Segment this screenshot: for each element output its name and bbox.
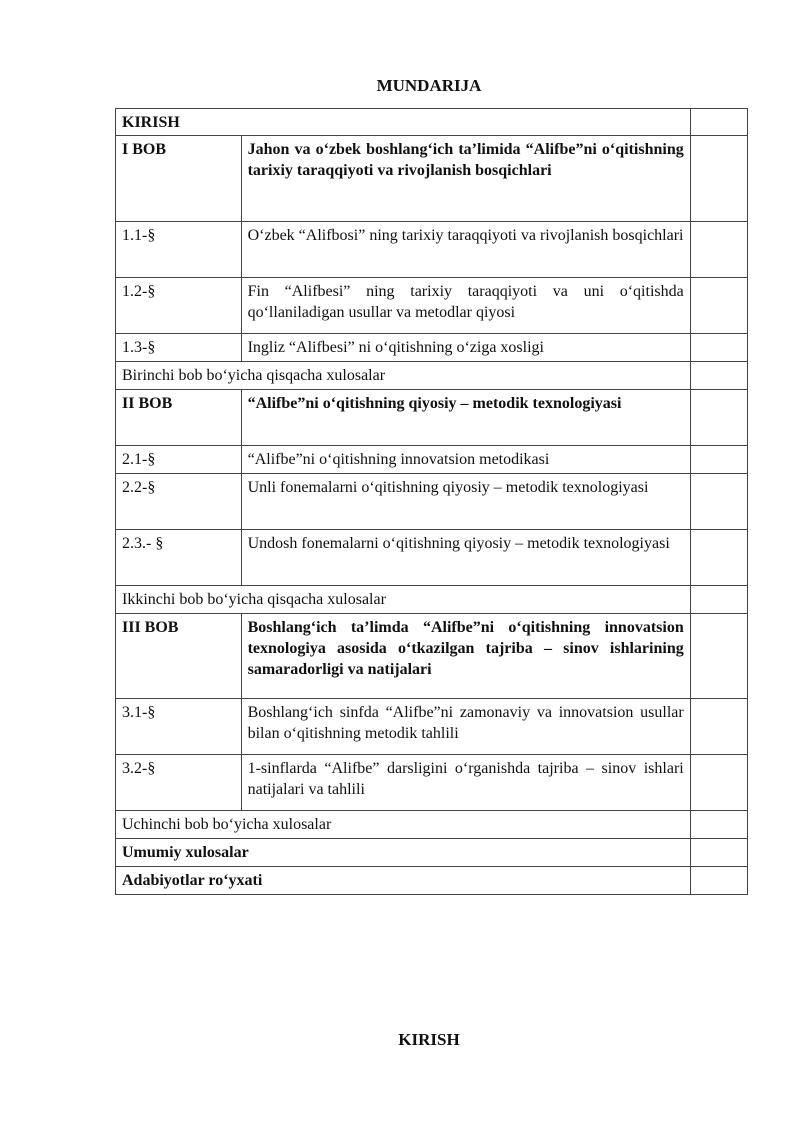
- toc-body: [116, 109, 748, 895]
- toc-row: [116, 530, 748, 586]
- toc-page-number-cell: [690, 586, 747, 614]
- toc-page-number-cell: [690, 614, 747, 699]
- toc-page-number-cell: [690, 109, 747, 136]
- toc-row: [116, 446, 748, 474]
- toc-entry-number: 1.3-§: [116, 334, 242, 362]
- toc-entry-text: “Alifbe”ni o‘qitishning innovatsion metodikasi: [241, 446, 690, 474]
- toc-entry-number: 1.2-§: [116, 278, 242, 334]
- toc-entry-text: Umumiy xulosalar: [116, 839, 691, 867]
- toc-entry-text: O‘zbek “Alifbosi” ning tarixiy taraqqiyoti va rivojlanish bosqichlari: [241, 222, 690, 278]
- toc-entry-text: Jahon va o‘zbek boshlang‘ich ta’limida “Alifbe”ni o‘qitishning tarixiy taraqqiyoti va rivojlanish bosqichlari: [241, 136, 690, 222]
- toc-entry-number: 3.1-§: [116, 699, 242, 755]
- toc-row: [116, 362, 748, 390]
- section-heading: KIRISH: [398, 1030, 460, 1049]
- toc-row: [116, 136, 748, 222]
- toc-entry-text: Uchinchi bob bo‘yicha xulosalar: [116, 811, 691, 839]
- toc-page-number-cell: [690, 699, 747, 755]
- toc-entry-text: 1-sinflarda “Alifbe” darsligini o‘rganishda tajriba – sinov ishlari natijalari va tahlili: [241, 755, 690, 811]
- toc-row: [116, 755, 748, 811]
- toc-entry-text: Ikkinchi bob bo‘yicha qisqacha xulosalar: [116, 586, 691, 614]
- toc-entry-text: Adabiyotlar ro‘yxati: [116, 867, 691, 895]
- toc-entry-text: Birinchi bob bo‘yicha qisqacha xulosalar: [116, 362, 691, 390]
- toc-page-number-cell: [690, 362, 747, 390]
- toc-page-number-cell: [690, 867, 747, 895]
- toc-entry-text: Ingliz “Alifbesi” ni o‘qitishning o‘ziga xosligi: [241, 334, 690, 362]
- toc-entry-text: Unli fonemalarni o‘qitishning qiyosiy – metodik texnologiyasi: [241, 474, 690, 530]
- toc-entry-number: 3.2-§: [116, 755, 242, 811]
- toc-page-number-cell: [690, 446, 747, 474]
- toc-row: [116, 699, 748, 755]
- toc-entry-text: “Alifbe”ni o‘qitishning qiyosiy – metodik texnologiyasi: [241, 390, 690, 446]
- toc-row: [116, 390, 748, 446]
- toc-page-number-cell: [690, 278, 747, 334]
- table-of-contents: [115, 108, 748, 895]
- toc-entry-text: Fin “Alifbesi” ning tarixiy taraqqiyoti va uni o‘qitishda qo‘llaniladigan usullar va metodlar qiyosi: [241, 278, 690, 334]
- toc-row: [116, 334, 748, 362]
- toc-page-number-cell: [690, 474, 747, 530]
- toc-entry-number: III BOB: [116, 614, 242, 699]
- toc-row: [116, 278, 748, 334]
- toc-page-number-cell: [690, 334, 747, 362]
- toc-entry-number: I BOB: [116, 136, 242, 222]
- toc-row: [116, 614, 748, 699]
- toc-row: [116, 839, 748, 867]
- toc-entry-text: Boshlang‘ich sinfda “Alifbe”ni zamonaviy va innovatsion usullar bilan o‘qitishning metodik tahlili: [241, 699, 690, 755]
- toc-entry-number: II BOB: [116, 390, 242, 446]
- toc-entry-text: Undosh fonemalarni o‘qitishning qiyosiy – metodik texnologiyasi: [241, 530, 690, 586]
- toc-page-number-cell: [690, 839, 747, 867]
- toc-entry-number: 2.2-§: [116, 474, 242, 530]
- toc-page-number-cell: [690, 811, 747, 839]
- toc-row: [116, 109, 748, 136]
- toc-page-number-cell: [690, 136, 747, 222]
- toc-row: [116, 222, 748, 278]
- toc-entry-text: Boshlang‘ich ta’limda “Alifbe”ni o‘qitishning innovatsion texnologiya asosida o‘tkazilgan tajriba – sinov ishlarining samaradorligi va natijalari: [241, 614, 690, 699]
- toc-row: [116, 867, 748, 895]
- toc-row: [116, 586, 748, 614]
- page-title: MUNDARIJA: [376, 76, 482, 95]
- toc-page-number-cell: [690, 755, 747, 811]
- toc-page-number-cell: [690, 390, 747, 446]
- toc-page-number-cell: [690, 222, 747, 278]
- toc-page-number-cell: [690, 530, 747, 586]
- toc-row: [116, 811, 748, 839]
- toc-entry-number: 1.1-§: [116, 222, 242, 278]
- toc-row: [116, 474, 748, 530]
- toc-entry-number: 2.3.- §: [116, 530, 242, 586]
- toc-entry-text: KIRISH: [116, 109, 691, 136]
- toc-entry-number: 2.1-§: [116, 446, 242, 474]
